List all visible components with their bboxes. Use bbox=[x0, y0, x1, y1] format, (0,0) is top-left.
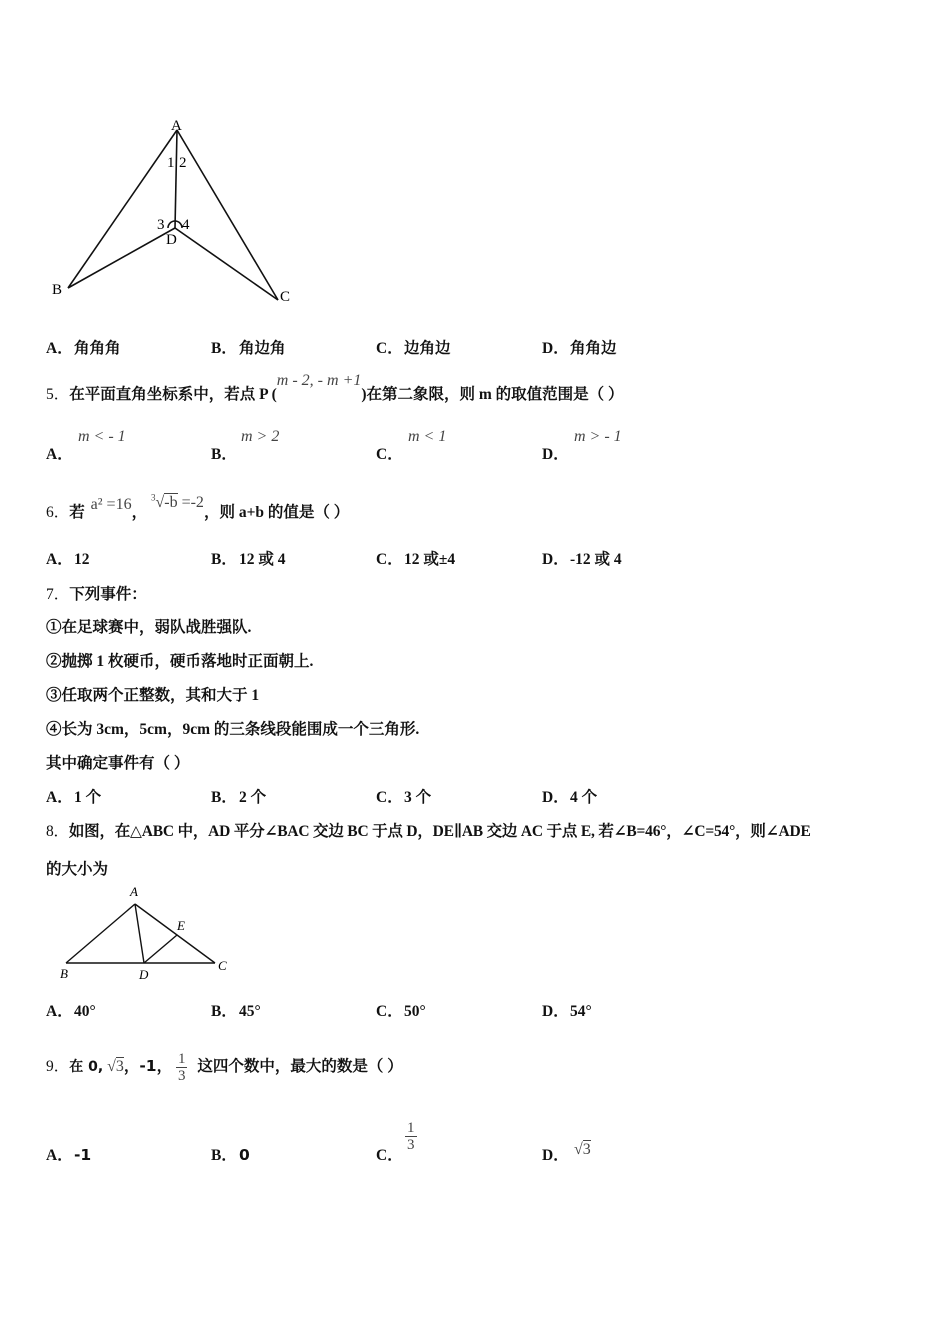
figure-triangle-abcd bbox=[40, 110, 310, 310]
q6-stem: 6．若 a² =16， $^3$√-b =-2，则 a+b 的值是（ ） bbox=[46, 492, 350, 521]
q5-option-a-math: m < - 1 bbox=[78, 428, 126, 445]
fig2-label-b: B bbox=[60, 966, 68, 981]
q8-option-a[interactable]: A．40° bbox=[46, 1003, 96, 1020]
fig1-label-4: 4 bbox=[182, 217, 190, 233]
q4-option-c[interactable]: C．边角边 bbox=[376, 340, 451, 357]
q6-square-eq: a² =16 bbox=[90, 496, 132, 513]
q5-option-a[interactable]: A． bbox=[46, 446, 73, 463]
fig1-label-b: B bbox=[52, 282, 63, 298]
q8-stem-line2: 的大小为 bbox=[46, 861, 109, 878]
q9-fraction: $\frac{1}{3}$ bbox=[177, 1050, 186, 1084]
q5-stem: 5．在平面直角坐标系中，若点 P (m - 2, - m +1)在第二象限，则 m 的取值范围是（ ） bbox=[46, 372, 624, 403]
fig2-label-c: C bbox=[218, 958, 227, 973]
q5-option-b-math: m > 2 bbox=[241, 428, 280, 445]
q5-option-d-math: m > - 1 bbox=[574, 428, 622, 445]
fig1-label-2: 2 bbox=[179, 155, 187, 171]
fig1-label-3: 3 bbox=[157, 217, 165, 233]
q7-option-a[interactable]: A．1 个 bbox=[46, 789, 102, 806]
fig1-label-1: 1 bbox=[167, 155, 175, 171]
q9-option-d[interactable]: D． bbox=[542, 1147, 569, 1164]
q9-option-d-sqrt: √3 bbox=[574, 1141, 591, 1158]
q7-item-3: ③任取两个正整数，其和大于 1 bbox=[46, 687, 260, 704]
q7-item-1: ①在足球赛中，弱队战胜强队. bbox=[46, 619, 252, 636]
fig2-label-e: E bbox=[177, 918, 185, 933]
q5-option-c-math: m < 1 bbox=[408, 428, 447, 445]
q8-option-c[interactable]: C．50° bbox=[376, 1003, 426, 1020]
q8-option-d[interactable]: D．54° bbox=[542, 1003, 592, 1020]
q7-stem: 7．下列事件： bbox=[46, 586, 147, 603]
q7-option-c[interactable]: C．3 个 bbox=[376, 789, 432, 806]
q6-option-a[interactable]: A．12 bbox=[46, 551, 90, 568]
q8-option-b[interactable]: B． 45° bbox=[211, 1003, 261, 1020]
q4-option-d[interactable]: D．角角边 bbox=[542, 340, 617, 357]
q7-option-b[interactable]: B． 2 个 bbox=[211, 789, 267, 806]
q5-option-d[interactable]: D． bbox=[542, 446, 569, 463]
q7-option-d[interactable]: D．4 个 bbox=[542, 789, 598, 806]
q5-point-coords: m - 2, - m +1 bbox=[276, 372, 362, 389]
q9-option-c-fraction: $\frac{1}{3}$ bbox=[407, 1120, 415, 1153]
q9-stem: 9．在 0, √3，-1， $\frac{1}{3}$ 这四个数中，最大的数是（ ） bbox=[46, 1050, 403, 1084]
q6-option-b[interactable]: B． 12 或 4 bbox=[211, 551, 286, 568]
q6-option-d[interactable]: D．-12 或 4 bbox=[542, 551, 622, 568]
fig2-label-d: D bbox=[139, 967, 149, 982]
q4-option-b[interactable]: B． 角边角 bbox=[211, 340, 286, 357]
q4-option-a[interactable]: A．角角角 bbox=[46, 340, 121, 357]
q5-option-c[interactable]: C． bbox=[376, 446, 403, 463]
q6-option-c[interactable]: C．12 或±4 bbox=[376, 551, 456, 568]
q5-option-b[interactable]: B． bbox=[211, 446, 237, 463]
q7-item-4: ④长为 3cm，5cm，9cm 的三条线段能围成一个三角形. bbox=[46, 721, 420, 738]
q9-option-b[interactable]: B． 0 bbox=[211, 1146, 250, 1164]
q9-option-a[interactable]: A．-1 bbox=[46, 1146, 92, 1164]
q9-option-c[interactable]: C． bbox=[376, 1147, 403, 1164]
q6-cube-root: $^3$√-b =-2 bbox=[150, 492, 204, 511]
fig2-label-a: A bbox=[130, 884, 138, 899]
fig1-label-d: D bbox=[166, 232, 177, 248]
fig1-label-a: A bbox=[171, 118, 182, 134]
q9-sqrt: √3 bbox=[107, 1058, 124, 1075]
q7-question: 其中确定事件有（ ） bbox=[46, 755, 190, 772]
q7-item-2: ②抛掷 1 枚硬币，硬币落地时正面朝上. bbox=[46, 653, 314, 670]
figure-triangle-abc-de bbox=[50, 880, 250, 985]
q8-stem-line1: 8．如图，在△ABC 中，AD 平分∠BAC 交边 BC 于点 D，DE∥AB 交边 AC 于点 E, 若∠B=46°，∠C=54°，则∠ADE bbox=[46, 823, 811, 840]
fig1-label-c: C bbox=[280, 289, 291, 305]
